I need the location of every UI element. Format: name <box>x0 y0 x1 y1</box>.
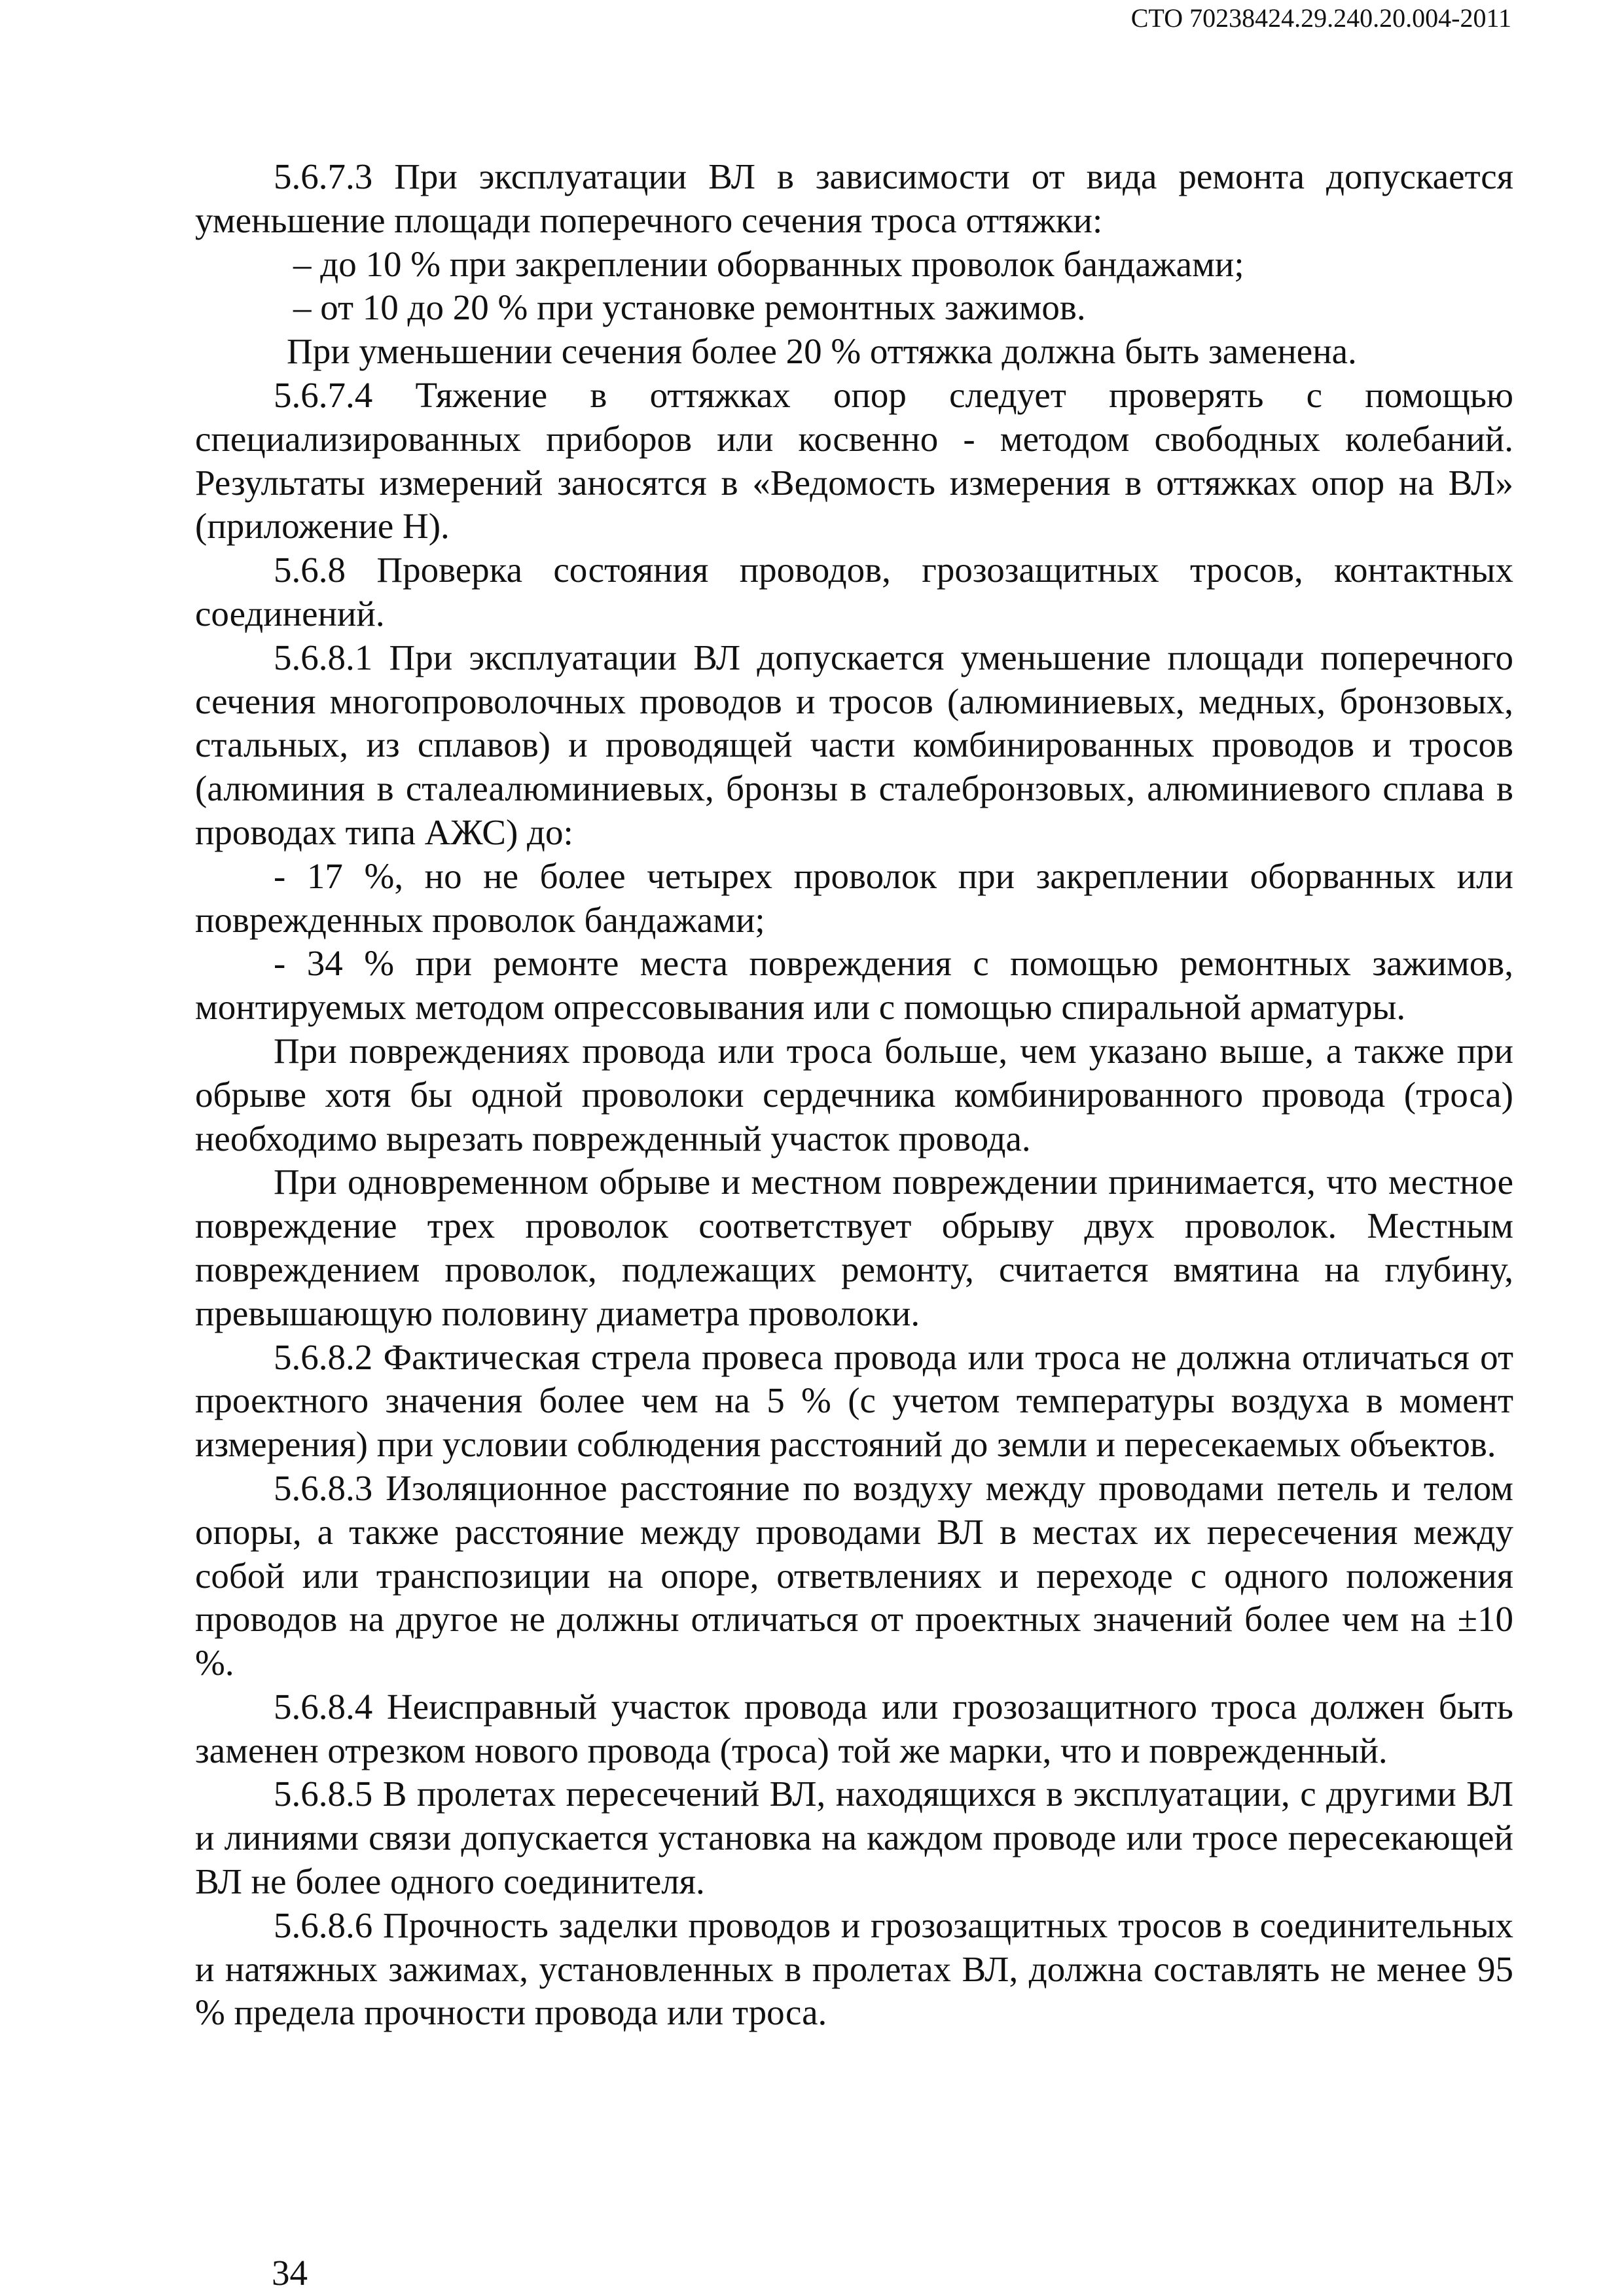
list-item-dash: - 34 % при ремонте места повреждения с помощью ремонтных зажимов, монтируемых методом опрессовывания или с помощью спиральной арматуры. <box>195 943 1513 1028</box>
paragraph-5-6-8-4: 5.6.8.4 Неисправный участок провода или грозозащитного троса должен быть заменен отрезком нового провода (троса) той же марки, что и поврежденный. <box>195 1686 1513 1770</box>
paragraph-5-6-8-1: 5.6.8.1 При эксплуатации ВЛ допускается уменьшение площади поперечного сечения многопроволочных проводов и тросов (алюминиевых, медных, бронзовых, стальных, из сплавов) и проводящей части комбинированных проводов и тросов (алюминия в сталеалюминиевых, бронзы в сталебронзовых, алюминиевого сплава в проводах типа АЖС) до: <box>195 637 1513 852</box>
paragraph-5-6-7-4: 5.6.7.4 Тяжение в оттяжках опор следует проверять с помощью специализированных приборов или косвенно - методом свободных колебаний. Результаты измерений заносятся в «Ведомость измерения в оттяжках опор на ВЛ» (приложение Н). <box>195 374 1513 547</box>
paragraph-5-6-8-3: 5.6.8.3 Изоляционное расстояние по воздуху между проводами петель и телом опоры, а также расстояние между проводами ВЛ в местах их пересечения между собой или транспозиции на опоре, ответвлениях и переходе с одного положения проводов на другое не должны отличаться от проектных значений более чем на ±10 %. <box>195 1467 1513 1683</box>
page-number: 34 <box>272 2253 308 2293</box>
paragraph: При повреждениях провода или троса больше, чем указано выше, а также при обрыве хотя бы одной проволоки сердечника комбинированного провода (троса) необходимо вырезать поврежденный участок провода. <box>195 1030 1513 1158</box>
document-code: СТО 70238424.29.240.20.004-2011 <box>1130 3 1511 33</box>
paragraph: При одновременном обрыве и местном повреждении принимается, что местное повреждение трех проволок соответствует обрыву двух проволок. Местным повреждением проволок, подлежащих ремонту, считается вмятина на глубину, превышающую половину диаметра проволоки. <box>195 1162 1513 1333</box>
paragraph-5-6-8-5: 5.6.8.5 В пролетах пересечений ВЛ, находящихся в эксплуатации, с другими ВЛ и линиями связи допускается установка на каждом проводе или тросе пересекающей ВЛ не более одного соединителя. <box>195 1774 1513 1902</box>
paragraph-note: При уменьшении сечения более 20 % оттяжка должна быть заменена. <box>287 331 1357 372</box>
list-item-dash: – до 10 % при закреплении оборванных проволок бандажами; <box>293 243 1244 284</box>
list-item-dash: - 17 %, но не более четырех проволок при закреплении оборванных или поврежденных проволок бандажами; <box>195 855 1513 940</box>
list-item-dash: – от 10 до 20 % при установке ремонтных зажимов. <box>293 287 1086 328</box>
paragraph-5-6-8-2: 5.6.8.2 Фактическая стрела провеса провода или троса не должна отличаться от проектного значения более чем на 5 % (с учетом температуры воздуха в момент измерения) при условии соблюдения расстояний до земли и пересекаемых объектов. <box>195 1336 1513 1465</box>
page-body <box>195 155 1513 2035</box>
paragraph-5-6-8: 5.6.8 Проверка состояния проводов, грозозащитных тросов, контактных соединений. <box>195 550 1513 634</box>
paragraph-5-6-7-3: 5.6.7.3 При эксплуатации ВЛ в зависимости от вида ремонта допускается уменьшение площади поперечного сечения троса оттяжки: <box>195 156 1513 240</box>
paragraph-5-6-8-6: 5.6.8.6 Прочность заделки проводов и грозозащитных тросов в соединительных и натяжных зажимах, установленных в пролетах ВЛ, должна составлять не менее 95 % предела прочности провода или троса. <box>195 1905 1513 2033</box>
